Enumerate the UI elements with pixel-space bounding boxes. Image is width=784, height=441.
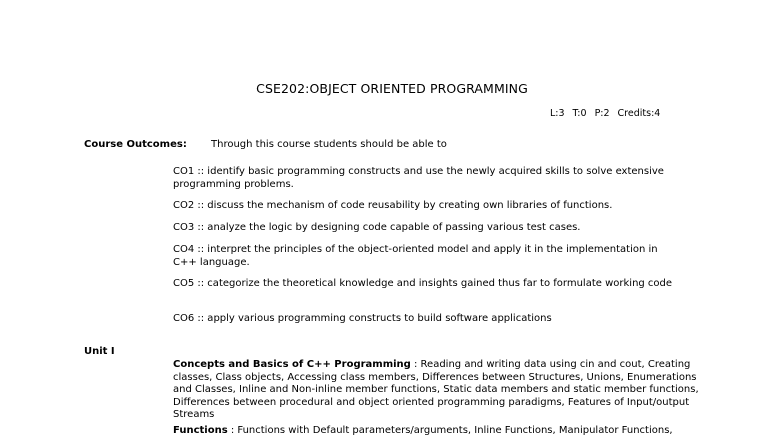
topic-text: : Reading and writing data using cin and cout, Creating classes, Class objects, Accessing class members, Differences between Structures, Unions, Enumerations and Classes, Inline and Non-inline member functions, Static data members and static member functions, Differences between procedural and object oriented programming paradigms, Features of Input/output Streams: [173, 359, 699, 420]
practical-hours: P:2: [594, 108, 610, 119]
outcome-co1: CO1 :: identify basic programming constructs and use the newly acquired skills to solve extensive programming problems.: [173, 166, 664, 190]
topic-title: Concepts and Basics of C++ Programming: [173, 359, 411, 370]
outcome-co5: CO5 :: categorize the theoretical knowledge and insights gained thus far to formulate working code: [173, 278, 673, 289]
lecture-hours: L:3: [550, 108, 565, 119]
course-outcomes-label: Course Outcomes:: [84, 139, 187, 150]
outcome-co4: CO4 :: interpret the principles of the object-oriented model and apply it in the implementation in C++ language.: [173, 244, 658, 268]
outcome-co3: CO3 :: analyze the logic by designing code capable of passing various test cases.: [173, 222, 581, 233]
unit-label: Unit I: [84, 346, 115, 357]
tutorial-hours: T:0: [572, 108, 587, 119]
topic-text: : Functions with Default parameters/arguments, Inline Functions, Manipulator Functions,: [227, 424, 673, 436]
page-title: CSE202:OBJECT ORIENTED PROGRAMMING: [256, 81, 528, 96]
unit-topic: [173, 425, 713, 438]
topic-title: Functions: [173, 424, 228, 436]
outcome-co6: CO6 :: apply various programming constructs to build software applications: [173, 313, 552, 324]
outcome-co2: CO2 :: discuss the mechanism of code reusability by creating own libraries of functions.: [173, 200, 613, 211]
unit-content: [173, 359, 713, 440]
total-credits: Credits:4: [617, 108, 661, 119]
unit-topic: [173, 359, 713, 422]
credit-info: [550, 108, 660, 119]
course-outcomes-intro: Through this course students should be able to: [211, 139, 447, 150]
